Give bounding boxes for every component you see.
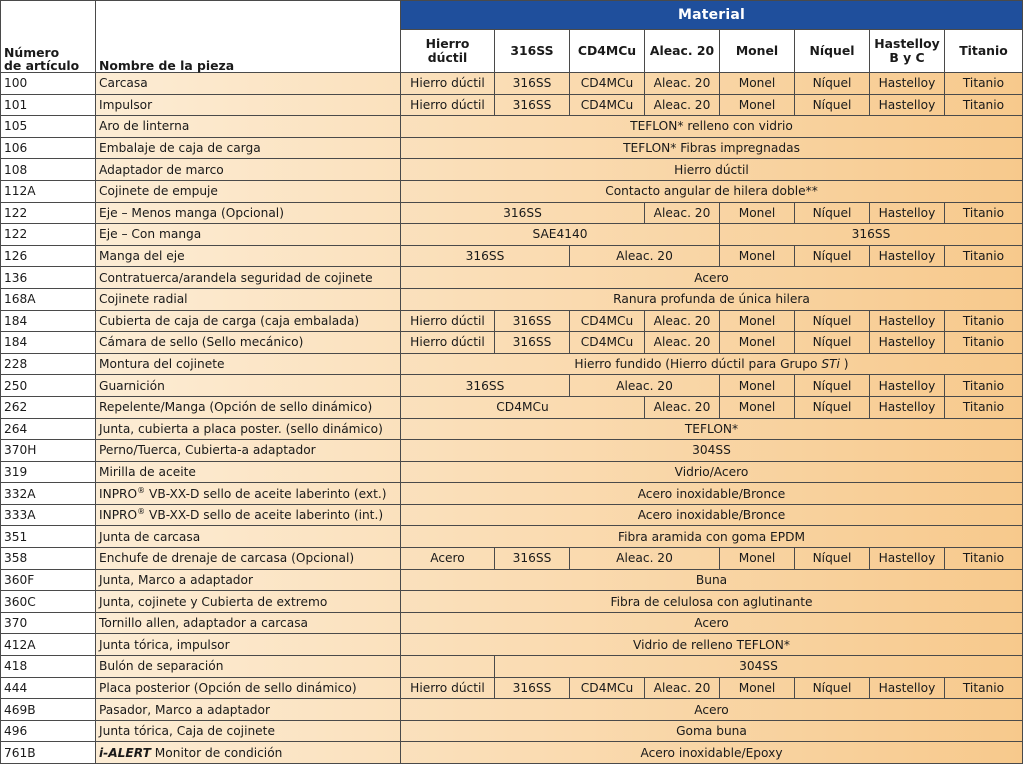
material-cell: 316SS [495,94,570,116]
part-number: 184 [1,332,96,354]
material-cell: Hastelloy [870,73,945,95]
part-number: 370 [1,612,96,634]
part-name: Cojinete radial [96,288,401,310]
material-cell: Níquel [795,73,870,95]
material-cell: Hastelloy [870,677,945,699]
part-number: 106 [1,137,96,159]
part-number: 228 [1,353,96,375]
part-number: 358 [1,548,96,570]
material-cell: Monel [720,310,795,332]
table-row [1,224,1023,246]
part-name: i-ALERT Monitor de condición [96,742,401,764]
part-number: 122 [1,224,96,246]
part-number: 250 [1,375,96,397]
part-name: Junta tórica, Caja de cojinete [96,720,401,742]
part-name: Perno/Tuerca, Cubierta-a adaptador [96,440,401,462]
material-cell: Aleac. 20 [570,375,720,397]
material-cell: Hastelloy [870,202,945,224]
part-number: 360F [1,569,96,591]
part-name: Placa posterior (Opción de sello dinámico) [96,677,401,699]
part-name: Repelente/Manga (Opción de sello dinámico) [96,396,401,418]
part-number: 360C [1,591,96,613]
table-row [1,548,1023,570]
part-name: INPRO® VB-XX-D sello de aceite laberinto (ext.) [96,483,401,505]
material-cell: Fibra de celulosa con aglutinante [401,591,1023,613]
material-cell: Hastelloy [870,332,945,354]
part-number: 184 [1,310,96,332]
table-row [1,418,1023,440]
part-name: Cojinete de empuje [96,180,401,202]
table-row [1,332,1023,354]
material-cell: Titanio [945,375,1023,397]
material-cell: Vidrio/Acero [401,461,1023,483]
material-column-header: 316SS [495,30,570,73]
material-cell: Titanio [945,332,1023,354]
material-cell: Níquel [795,332,870,354]
part-name: Impulsor [96,94,401,116]
material-cell: Hierro dúctil [401,94,495,116]
table-row [1,569,1023,591]
table-row [1,634,1023,656]
material-cell: CD4MCu [570,94,645,116]
part-number: 168A [1,288,96,310]
part-number: 264 [1,418,96,440]
material-cell: Monel [720,73,795,95]
material-cell: Hastelloy [870,245,945,267]
part-number: 112A [1,180,96,202]
material-cell: Titanio [945,548,1023,570]
part-name: Eje – Menos manga (Opcional) [96,202,401,224]
part-name: Embalaje de caja de carga [96,137,401,159]
table-row [1,612,1023,634]
part-name: Bulón de separación [96,656,401,678]
part-number: 351 [1,526,96,548]
material-cell: TEFLON* [401,418,1023,440]
material-column-header: Hierro dúctil [401,30,495,73]
table-row [1,202,1023,224]
material-column-header: Aleac. 20 [645,30,720,73]
table-row [1,159,1023,181]
part-name: Pasador, Marco a adaptador [96,699,401,721]
material-cell: Monel [720,548,795,570]
material-cell: 316SS [720,224,1023,246]
material-column-header: Monel [720,30,795,73]
material-cell: Acero [401,612,1023,634]
material-cell: Hastelloy [870,310,945,332]
material-cell: Acero [401,699,1023,721]
material-cell: Acero inoxidable/Bronce [401,504,1023,526]
material-cell: Níquel [795,202,870,224]
table-row [1,483,1023,505]
material-cell: Titanio [945,73,1023,95]
part-name: Cubierta de caja de carga (caja embalada) [96,310,401,332]
part-number: 126 [1,245,96,267]
material-cell: Níquel [795,310,870,332]
table-row [1,267,1023,289]
material-cell: Fibra aramida con goma EPDM [401,526,1023,548]
material-cell: Buna [401,569,1023,591]
material-cell: Hierro dúctil [401,159,1023,181]
material-cell: CD4MCu [570,677,645,699]
part-number: 100 [1,73,96,95]
table-row [1,94,1023,116]
part-number: 105 [1,116,96,138]
material-cell: Titanio [945,245,1023,267]
material-cell: Níquel [795,94,870,116]
material-cell: CD4MCu [401,396,645,418]
table-row [1,504,1023,526]
part-name: Junta de carcasa [96,526,401,548]
material-cell: Monel [720,245,795,267]
material-cell: Aleac. 20 [645,396,720,418]
material-cell: Hastelloy [870,396,945,418]
part-name: Guarnición [96,375,401,397]
table-row [1,396,1023,418]
table-row [1,375,1023,397]
table-row [1,73,1023,95]
material-cell: Titanio [945,310,1023,332]
part-number: 496 [1,720,96,742]
material-cell: Aleac. 20 [645,73,720,95]
material-cell: 316SS [495,548,570,570]
material-cell: Hierro dúctil [401,677,495,699]
material-cell: Níquel [795,677,870,699]
table-row [1,440,1023,462]
material-cell: 316SS [401,375,570,397]
table-row [1,656,1023,678]
material-cell: Monel [720,375,795,397]
part-number: 262 [1,396,96,418]
material-cell: Hierro dúctil [401,73,495,95]
material-cell: 316SS [401,202,645,224]
part-number: 108 [1,159,96,181]
part-number: 332A [1,483,96,505]
part-name: Junta, Marco a adaptador [96,569,401,591]
material-cell: Aleac. 20 [570,245,720,267]
part-number: 370H [1,440,96,462]
table-row [1,116,1023,138]
material-cell: CD4MCu [570,73,645,95]
material-cell: CD4MCu [570,310,645,332]
part-number: 444 [1,677,96,699]
table-row [1,699,1023,721]
material-column-header: Titanio [945,30,1023,73]
table-row [1,353,1023,375]
material-cell: Aleac. 20 [570,548,720,570]
material-cell: Vidrio de relleno TEFLON* [401,634,1023,656]
material-cell: Acero [401,267,1023,289]
part-name: INPRO® VB-XX-D sello de aceite laberinto (int.) [96,504,401,526]
material-cell: Aleac. 20 [645,310,720,332]
material-column-header: Hastelloy B y C [870,30,945,73]
material-cell: CD4MCu [570,332,645,354]
table-row [1,526,1023,548]
table-row [1,180,1023,202]
part-name: Adaptador de marco [96,159,401,181]
part-name: Junta, cubierta a placa poster. (sello dinámico) [96,418,401,440]
part-name-header: Nombre de la pieza [96,1,401,73]
part-name: Eje – Con manga [96,224,401,246]
material-cell: 304SS [495,656,1023,678]
part-name: Tornillo allen, adaptador a carcasa [96,612,401,634]
part-number: 101 [1,94,96,116]
material-column-header: CD4MCu [570,30,645,73]
table-row [1,137,1023,159]
material-cell: 316SS [495,332,570,354]
material-cell: Níquel [795,548,870,570]
part-number: 469B [1,699,96,721]
material-cell: Hastelloy [870,548,945,570]
material-cell: 316SS [495,310,570,332]
part-name: Enchufe de drenaje de carcasa (Opcional) [96,548,401,570]
table-row [1,591,1023,613]
table-row [1,720,1023,742]
material-cell: TEFLON* Fibras impregnadas [401,137,1023,159]
material-cell: 316SS [401,245,570,267]
material-cell: Titanio [945,396,1023,418]
material-cell: SAE4140 [401,224,720,246]
material-cell: Monel [720,94,795,116]
material-cell: Monel [720,202,795,224]
material-cell: Aleac. 20 [645,202,720,224]
material-cell: Níquel [795,375,870,397]
part-name: Junta, cojinete y Cubierta de extremo [96,591,401,613]
material-cell: Goma buna [401,720,1023,742]
material-cell: Níquel [795,396,870,418]
material-cell: Hierro dúctil [401,332,495,354]
part-number: 761B [1,742,96,764]
material-cell: Contacto angular de hilera doble** [401,180,1023,202]
table-row [1,742,1023,764]
part-name: Junta tórica, impulsor [96,634,401,656]
material-cell: Hierro fundido (Hierro dúctil para Grupo STi ) [401,353,1023,375]
material-cell: Ranura profunda de única hilera [401,288,1023,310]
table-row [1,310,1023,332]
part-name: Cámara de sello (Sello mecánico) [96,332,401,354]
material-cell: Titanio [945,202,1023,224]
part-name: Aro de linterna [96,116,401,138]
material-cell: Aleac. 20 [645,332,720,354]
material-column-header: Níquel [795,30,870,73]
material-cell: Aleac. 20 [645,677,720,699]
material-cell: Titanio [945,677,1023,699]
part-number: 418 [1,656,96,678]
material-cell: 316SS [495,677,570,699]
material-cell: Monel [720,332,795,354]
part-number: 333A [1,504,96,526]
part-number-header: Número de artículo [1,1,96,73]
table-row [1,677,1023,699]
material-cell: Acero [401,548,495,570]
part-number: 412A [1,634,96,656]
material-cell: Hastelloy [870,94,945,116]
material-cell: Acero inoxidable/Bronce [401,483,1023,505]
part-name: Manga del eje [96,245,401,267]
table-row [1,245,1023,267]
material-cell: Titanio [945,94,1023,116]
part-name: Mirilla de aceite [96,461,401,483]
material-cell: Níquel [795,245,870,267]
part-number: 122 [1,202,96,224]
material-cell: Hierro dúctil [401,310,495,332]
table-row [1,288,1023,310]
part-name: Carcasa [96,73,401,95]
part-number: 319 [1,461,96,483]
material-cell: 304SS [401,440,1023,462]
part-name: Montura del cojinete [96,353,401,375]
part-name: Contratuerca/arandela seguridad de cojinete [96,267,401,289]
part-number: 136 [1,267,96,289]
material-cell: Hastelloy [870,375,945,397]
material-cell [401,656,495,678]
material-cell: TEFLON* relleno con vidrio [401,116,1023,138]
material-cell: Aleac. 20 [645,94,720,116]
material-cell: Monel [720,396,795,418]
material-header: Material [401,1,1023,30]
table-row [1,461,1023,483]
material-cell: Acero inoxidable/Epoxy [401,742,1023,764]
material-cell: Monel [720,677,795,699]
material-cell: 316SS [495,73,570,95]
